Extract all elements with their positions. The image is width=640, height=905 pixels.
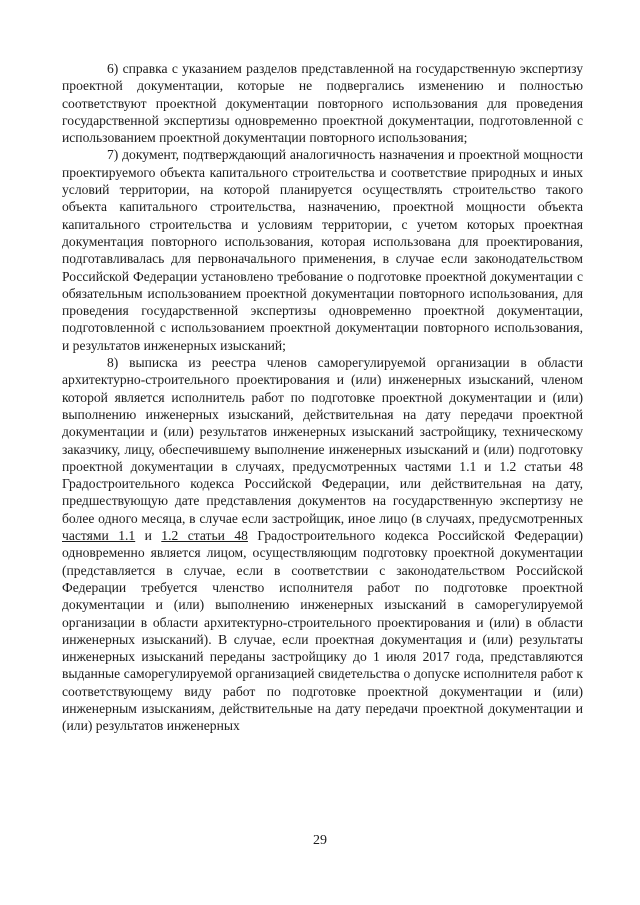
document-body: [62, 60, 583, 735]
paragraph-item-8-text-start: 8) выписка из реестра членов саморегулируемой организации в области архитектурно-строительного проектирования и (или) инженерных изысканий, членом которой является исполнитель работ по подготовке проектной документации и (или) выполнению инженерных изысканий, действительная на дату передачи проектной документации и (или) результатов инженерных изысканий застройщику, техническому заказчику, лицу, обеспечившему выполнение инженерных изысканий и (или) подготовку проектной документации в случаях, предусмотренных частями 1.1 и 1.2 статьи 48 Градостроительного кодекса Российской Федерации, или действительная на дату, предшествующую дате представления документов на государственную экспертизу не более одного месяца, в случае если застройщик, иное лицо (в случаях, предусмотренных: [62, 355, 583, 526]
paragraph-item-7: 7) документ, подтверждающий аналогичность назначения и проектной мощности проектируемого объекта капитального строительства и соответствие природных и иных условий территории, на которой планируется осуществлять строительство такого объекта капитального строительства, назначению, проектной мощности объекта капитального строительства и условиям территории, с учетом которых проектная документация повторного использования, которая использована для проектирования, подготавливалась для первоначального применения, в случае если законодательством Российской Федерации установлено требование о подготовке проектной документации с обязательным использованием проектной документации повторного использования, для проведения государственной экспертизы одновременно проектной документации, подготовленной с использованием проектной документации повторного использования, и результатов инженерных изысканий;: [62, 147, 583, 353]
page-number: 29: [313, 833, 327, 848]
paragraph-item-8-text-end: Градостроительного кодекса Российской Федерации) одновременно является лицом, осуществляющим подготовку проектной документации (представляется в случае, если в соответствии с законодательством Российской Федерации требуется членство исполнителя работ по подготовке проектной документации и (или) выполнению инженерных изысканий в саморегулируемой организации в области архитектурно-строительного проектирования и (или) в области инженерных изысканий). В случае, если проектная документация и (или) результаты инженерных изысканий переданы застройщику до 1 июля 2017 года, представляются выданные саморегулируемой организацией свидетельства о допуске исполнителя работ к соответствующему виду работ по подготовке проектной документации и (или) инженерным изысканиям, действительные на дату передачи проектной документации и (или) результатов инженерных: [62, 528, 584, 734]
paragraph-item-8: [62, 354, 583, 735]
link-parts-1-1[interactable]: частями 1.1: [62, 528, 136, 544]
link-parts-1-2-article-48[interactable]: 1.2 статьи 48: [161, 528, 248, 544]
paragraph-item-6: 6) справка с указанием разделов представленной на государственную экспертизу проектной документации, которые не подвергались изменению и полностью соответствуют проектной документации повторного использования для проведения государственной экспертизы одновременно проектной документации, подготовленной с использованием проектной документации повторного использования;: [62, 61, 583, 146]
paragraph-item-8-text-between: и: [135, 528, 162, 544]
